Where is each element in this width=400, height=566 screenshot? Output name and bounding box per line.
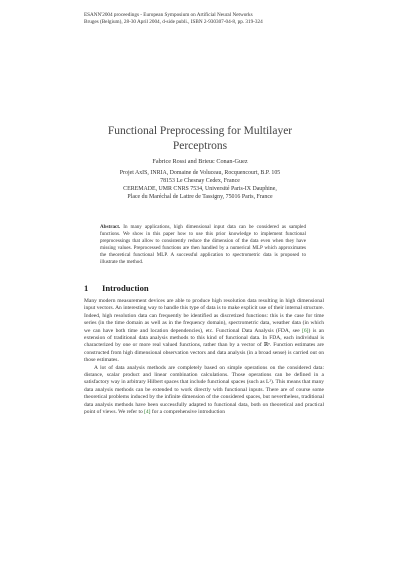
section-number: 1 [84, 283, 89, 293]
title-line-2: Perceptrons [172, 139, 228, 152]
paragraph-2-text: A lot of data analysis methods are completely based on simple operations on the considered data: distance, scalar product and linear combination calculations. Those operations can be defined in a satisfactory way in arbitrary Hilbert spaces that include functional spaces (such as L²). This means that many data analysis methods can be extended to work directly with functional inputs. There are of course some theoretical problems induced by the infinite dimension of the considered spaces, but nevertheless, traditional data analysis methods have been successfully adapted to functional data, both on theoretical and practical point of views. We refer to [84, 364, 324, 416]
paragraph-2-rest: for a comprehensive introduction [150, 409, 226, 416]
paragraph-2 [84, 365, 324, 417]
abstract-label: Abstract. [100, 224, 121, 230]
affiliation-line-3: CEREMADE, UMR CNRS 7534, Université Paris-IX Dauphine, [123, 186, 277, 193]
affiliation-line-1: Projet AxIS, INRIA, Domaine de Voluceau, Rocquencourt, B.P. 105 [119, 170, 281, 176]
section-heading [84, 283, 324, 293]
authors: Fabrice Rossi and Brieuc Conan-Guez [152, 158, 248, 165]
header-line-2: Bruges (Belgium), 28-30 April 2004, d-side publi., ISBN 2-930307-04-8, pp. 319-324 [84, 19, 263, 26]
paragraph-1 [84, 298, 324, 365]
affiliation-line-4: Place du Maréchal de Lattre de Tassigny, 75016 Paris, France [127, 194, 273, 201]
affiliations [80, 169, 320, 201]
header-line-1: ESANN'2004 proceedings - European Symposium on Artificial Neural Networks [84, 12, 253, 18]
paper-title [60, 124, 340, 153]
abstract [100, 224, 306, 266]
affiliation-line-2: 78153 Le Chesnay Cedex, France [160, 178, 240, 185]
section-title: Introduction [102, 283, 149, 293]
citation-link[interactable]: [6] [302, 327, 309, 334]
paragraph-1-rest: ) is an extension of traditional data analysis methods to this kind of functional data. In FDA, each individual is characterized by one or more real valued functions, rather than by a vector of ℝⁿ. Function estimates are constructed from high dimensional observation vectors and data analysis (in a broad sense) is carried out on those estimates. [84, 327, 324, 364]
proceedings-header [84, 12, 364, 27]
citation-link[interactable]: [4] [144, 409, 151, 416]
body-text [84, 298, 324, 417]
title-line-1: Functional Preprocessing for Multilayer [107, 125, 293, 137]
paragraph-1-text: Many modern measurement devices are able to produce high resolution data resulting in high dimensional input vectors. An interesting way to handle this type of data is to make explicit use of their internal structure. Indeed, high resolution data can frequently be identified as discretized functions: this is the case for time series (in the time domain as well as in the frequency domain), spectrometric data, weather data (in which we can have both time and location dependencies), etc. Functional Data Analysis (FDA, see [84, 298, 324, 334]
abstract-text: In many applications, high dimensional input data can be considered as sampled functions. We show in this paper how to use this prior knowledge to implement functional preprocessings that allow to consistently reduce the dimension of the data even when they have missing values. Preprocessed functions are then handled by a numerical MLP which approximates the theoretical functional MLP. A successful application to spectrometric data is proposed to illustrate the method. [100, 224, 306, 266]
